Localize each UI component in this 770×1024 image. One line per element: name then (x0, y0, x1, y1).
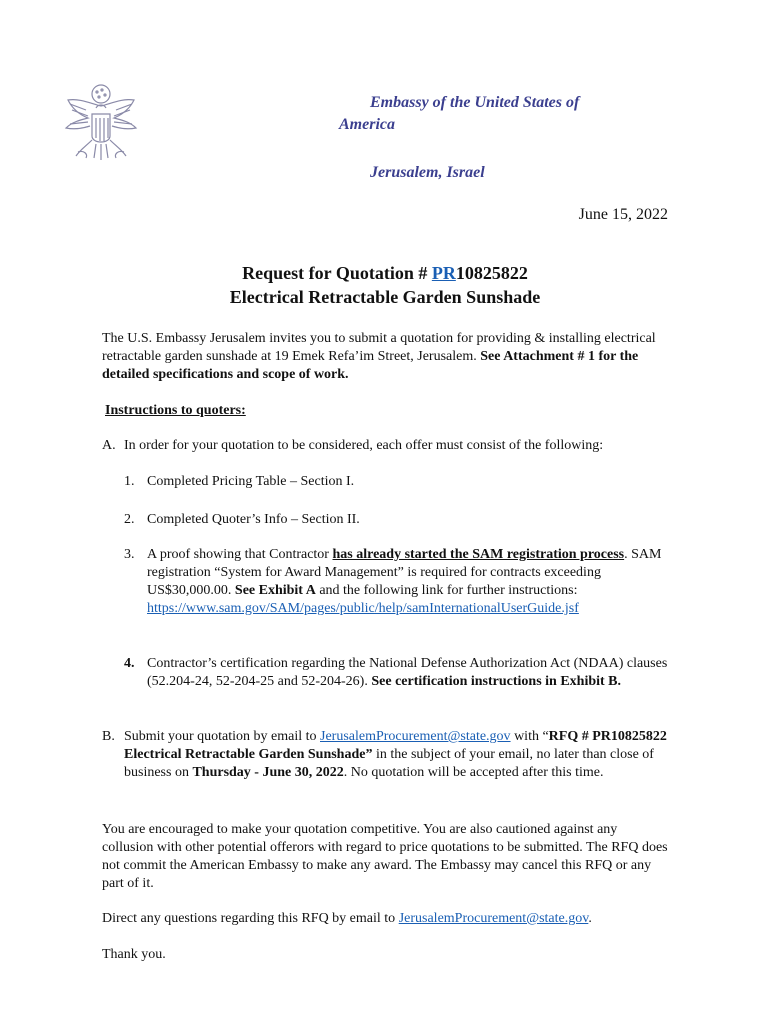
document-subtitle: Electrical Retractable Garden Sunshade (229, 287, 541, 307)
instructions-heading: Instructions to quoters: (105, 403, 246, 418)
embassy-name-line2: America (339, 116, 395, 133)
item-4-text: Contractor’s certification regarding the National Defense Authorization Act (NDAA) clauses (52.204-24, 52-204-25 and 52-204-26). See certification instructions in Exhibit B. (147, 656, 668, 689)
intro-paragraph: The U.S. Embassy Jerusalem invites you to submit a quotation for providing & installing electrical retractable garden sunshade at 19 Emek Refa’im Street, Jerusalem. See Attachment # 1 for the detailed specifications and scope of work. (102, 331, 656, 382)
embassy-location: Jerusalem, Israel (370, 164, 485, 181)
embassy-name-line1: Embassy of the United States of (370, 94, 580, 111)
questions-paragraph: Direct any questions regarding this RFQ by email to JerusalemProcurement@state.gov. (102, 911, 592, 926)
item-1-number: 1. (124, 474, 135, 489)
procurement-email-link[interactable]: JerusalemProcurement@state.gov (320, 729, 511, 744)
section-a-label: A. (102, 438, 116, 453)
questions-email-link[interactable]: JerusalemProcurement@state.gov (398, 911, 589, 926)
pr-link[interactable]: PR (431, 263, 456, 283)
document-date: June 15, 2022 (578, 206, 668, 223)
section-b-text: Submit your quotation by email to JerusalemProcurement@state.gov with “RFQ # PR10825822 Electrical Retractable Garden Sunshade” in the subject of your email, no later than close of business on Thursday - June 30, 2022. No quotation will be accepted after this time. (124, 729, 667, 780)
document-title: Request for Quotation # PR10825822 (242, 263, 528, 283)
item-3-text: A proof showing that Contractor has already started the SAM registration process. SAM registration “System for Award Management” is required for contracts exceeding US$30,000.00. See Exhibit A and the following link for further instructions: https://www.sam.gov/SAM/pages/public/help/samInternationalUserGuide.jsf (147, 547, 662, 616)
item-2-text: Completed Quoter’s Info – Section II. (147, 512, 360, 527)
item-2-number: 2. (124, 512, 135, 527)
item-4-number: 4. (124, 656, 135, 671)
competitive-paragraph: You are encouraged to make your quotation competitive. You are also cautioned against any collusion with other potential offerors with regard to price quotations to be submitted. The RFQ does not commit the American Embassy to make any award. The Embassy may cancel this RFQ or any part of it. (102, 822, 668, 891)
section-b-label: B. (102, 729, 115, 744)
section-a-text: In order for your quotation to be considered, each offer must consist of the following: (124, 438, 604, 453)
item-1-text: Completed Pricing Table – Section I. (147, 474, 355, 489)
item-3-number: 3. (124, 547, 135, 562)
sam-guide-link[interactable]: https://www.sam.gov/SAM/pages/public/help/samInternationalUserGuide.jsf (147, 601, 579, 616)
closing-text: Thank you. (102, 947, 166, 962)
us-great-seal-icon (62, 80, 140, 162)
